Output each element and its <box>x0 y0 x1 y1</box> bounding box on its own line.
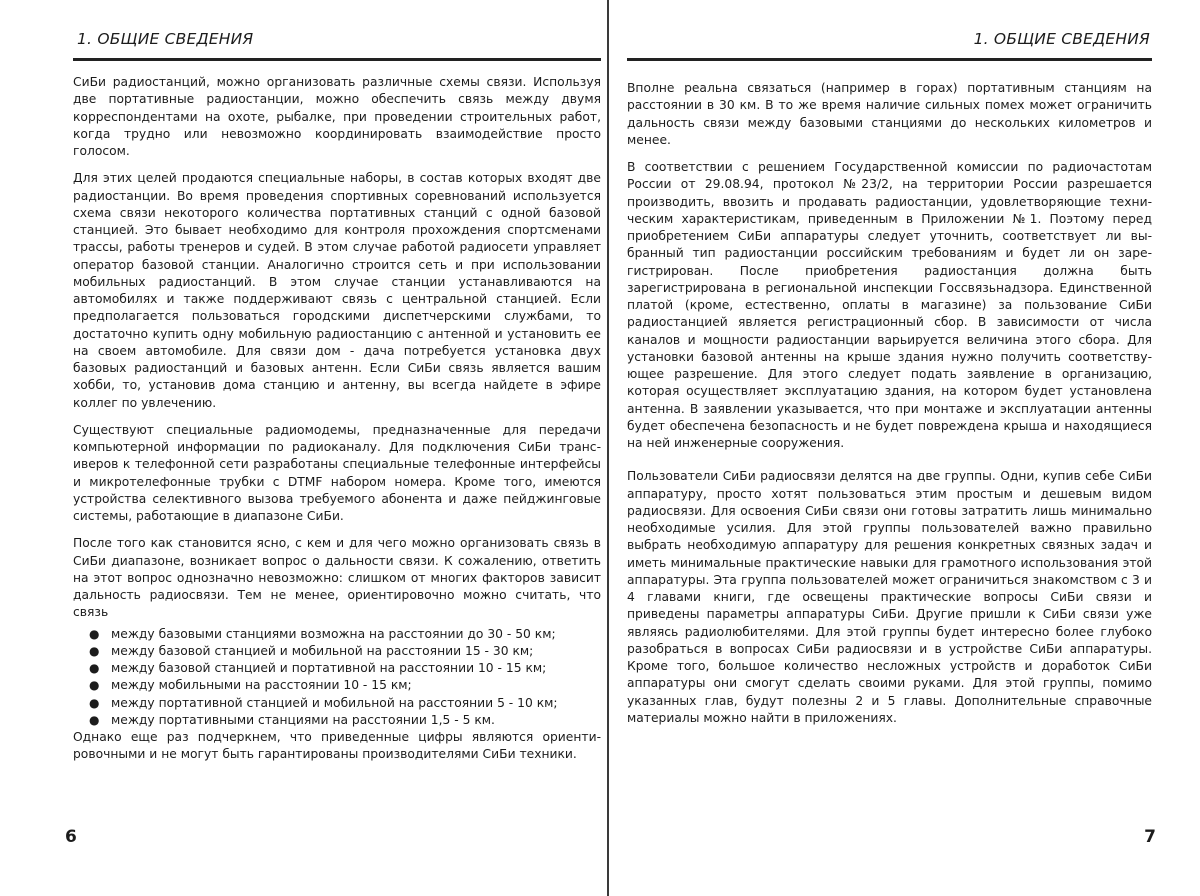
paragraph: СиБи радиостанций, можно организовать различные схемы связи. Используя две портативные радиостанции, можно обеспечить связь между двумя корреспондентами на охоте, рыбалке, при проведении строительных работ, когда трудно или невозможно координировать взаимодействие просто голосом. <box>73 75 601 158</box>
list-item: ● между базовой станцией и мобильной на расстоянии 15 - 30 км; <box>89 643 601 660</box>
paragraph: После того как становится ясно, с кем и для чего можно организовать связь в СиБи диапазоне, возникает вопрос о дальности связи. К сожалению, ответить на этот вопрос однозначно невозможно: слишком от многих факторов зависит дальность радиосвязи. Тем не менее, ориентировочно можно считать, что связь <box>73 536 601 620</box>
body-text <box>73 74 601 774</box>
list-item: ● между портативной станцией и мобильной на расстоянии 5 - 10 км; <box>89 695 601 712</box>
left-page <box>65 0 601 896</box>
list-item: ● между базовой станцией и портативной на расстоянии 10 - 15 км; <box>89 660 601 677</box>
header-rule <box>627 58 1152 61</box>
bullet-icon: ● <box>89 712 100 727</box>
bullet-icon: ● <box>89 695 100 710</box>
gutter-divider <box>607 0 609 896</box>
page-number: 7 <box>1144 827 1156 847</box>
header-rule <box>73 58 601 61</box>
list-item: ● между мобильными на расстоянии 10 - 15 км; <box>89 677 601 694</box>
paragraph: Существуют специальные радиомодемы, предназначенные для передачи компьютерной информации по радиоканалу. Для подключения СиБи трансиверов к телефонной сети разработаны специальные телефонные интерфейсы и микротелефонные трубки с DTMF набором номера. Кроме того, имеются устройства селективного вызова требуемого абонента и даже пейджинговые системы, работающие в диапазоне СиБи. <box>73 422 601 523</box>
paragraph: Вполне реальна связаться (например в горах) портативным станциям на расстоянии в 30 км. В то же время наличие сильных помех может ограничить дальность связи между базовыми станциями до нескольких километров и менее. <box>627 81 1152 147</box>
paragraph: Однако еще раз подчеркнем, что приведенные цифры являются ориентировочными и не могут быть гарантированы производителями СиБи техники. <box>73 730 601 762</box>
bullet-icon: ● <box>89 626 100 641</box>
right-page <box>627 0 1156 896</box>
paragraph: Пользователи СиБи радиосвязи делятся на две группы. Одни, купив себе СиБи аппаратуру, просто хотят пользоваться этим простым и дешевым видом радиосвязи. Для освоения СиБи связи они готовы затратить лишь минимально необходимые усилия. Для этой группы пользователей важно правильно выбрать необходимую аппаратуру для решения конкретных связных задач и иметь минимальные практические навыки для грамотного использования этой аппаратуры. Эта группа пользователей может ограничиться знакомством с 3 и 4 главами книги, где освещены практические вопросы СиБи связи и приведены параметры аппаратуры СиБи. Другие пришли к СиБи связи уже являясь радиолюбителями. Для этой группы будет интересно более глубоко разобраться в вопросах СиБи радиосвязи и в устройстве СиБи аппаратуры. Кроме того, большое количество несложных устройств и доработок СиБи аппаратуры они смогут сделать своими руками. Для этой группы, помимо указанных глав, будут полезны 2 и 5 главы. Дополнительные справочные материалы можно найти в приложениях. <box>627 469 1152 725</box>
bullet-icon: ● <box>89 643 100 658</box>
body-text <box>627 80 1152 737</box>
paragraph: Для этих целей продаются специальные наборы, в состав которых входят две радиостанции. Во время проведения спортивных соревнований используется схема связи некоторого количества портативных станций с одной базовой станцией. Это бывает необходимо для контроля прохождения спортсменами трассы, работы тренеров и судей. В этом случае работой радиосети управляет оператор базовой станции. Аналогично строится сеть и при использовании мобильных радиостанций. В этом случае станции устанавливаются на автомобилях и также поддерживают связь с центральной станцией. Если предполагается пользоваться городскими диспетчерскими службами, то достаточно купить одну мобильную радиостанцию с антенной и установить ее на своем автомобиле. Для связи дом - дача потребуется установка двух базовых радиостанций и базовых антенн. Если СиБи связь является вашим хобби, то, установив дома станцию и антенну, вы всегда найдете в эфире коллег по увлечению. <box>73 171 601 410</box>
paragraph: В соответствии с решением Государственной комиссии по радиочастотам России от 29.08.94, протокол №23/2, на территории России разрешается производить, ввозить и продавать радиостанции, удовлетворяющие техническим характеристикам, приведенным в Приложении №1. Поэтому перед приобретением СиБи аппаратуры следует уточнить, соответствует ли выбранный тип радиостанции российским требованиям и будет ли он зарегистрирован. После приобретения радиостанция должна быть зарегистрирована в региональной инспекции Госсвязьнадзора. Единственной платой (кроме, естественно, оплаты в магазине) за пользование СиБи радиостанцией является регистрационный сбор. В зависимости от числа каналов и мощности радиостанции варьируется величина этого сбора. Для установки базовой антенны на крыше здания нужно получить соответствующее разрешение. Для этого следует подать заявление в организацию, которая осуществляет эксплуатацию здания, на котором будет установлена антенна. В заявлении указывается, что при монтаже и эксплуатации антенны будет обеспечена безопасность и не будет повреждена крыша и находящиеся на ней инженерные сооружения. <box>627 160 1152 450</box>
running-head: 1. ОБЩИЕ СВЕДЕНИЯ <box>77 30 254 48</box>
bullet-icon: ● <box>89 661 100 675</box>
list-item: ● между базовыми станциями возможна на расстоянии до 30 - 50 км; <box>89 626 601 643</box>
page-number: 6 <box>65 827 77 847</box>
range-list <box>73 626 601 730</box>
list-item: ● между портативными станциями на расстоянии 1,5 - 5 км. <box>89 712 601 729</box>
bullet-icon: ● <box>89 678 100 693</box>
running-head: 1. ОБЩИЕ СВЕДЕНИЯ <box>973 30 1150 48</box>
